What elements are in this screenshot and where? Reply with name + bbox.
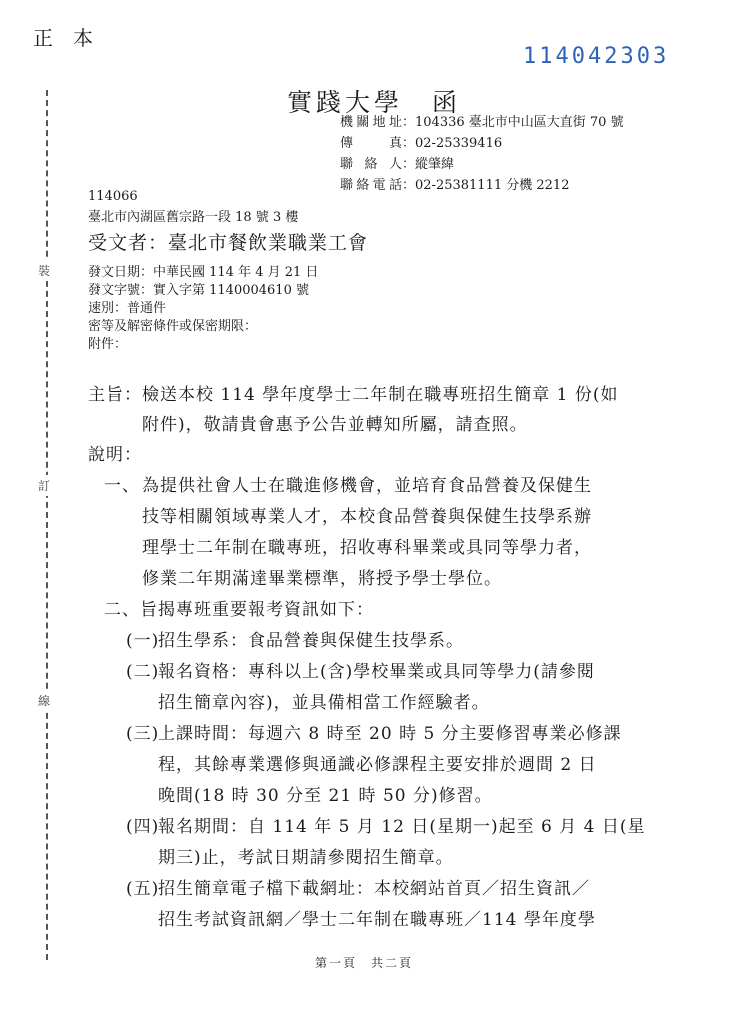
binding-line [46, 90, 48, 960]
item-2-label: (二) [126, 662, 160, 682]
speed-class: 速別：普通件 [88, 301, 167, 316]
subject-label: 主旨： [88, 385, 142, 405]
recipient: 受文者：臺北市餐飲業職業工會 [88, 232, 369, 254]
recipient-address: 臺北市內湖區舊宗路一段 18 號 3 樓 [88, 210, 299, 225]
contact-person: 聯絡人：縱肇緯 [340, 157, 455, 172]
binding-mark-ding: 訂 [38, 475, 50, 496]
item-5-line: 招生簡章電子檔下載網址：本校網站首頁／招生資訊／ [158, 879, 590, 899]
item-4-label: (四) [126, 817, 160, 837]
explanation-label: 說明： [88, 445, 142, 465]
item-3-line: 程，其餘專業選修與通識必修課程主要安排於週間 2 日 [158, 755, 597, 775]
item-5-line: 招生考試資訊網／學士二年制在職專班／114 學年度學 [158, 910, 596, 930]
item-4-line: 期三)止，考試日期請參閱招生簡章。 [158, 848, 454, 868]
issue-number: 發文字號：實入字第 1140004610 號 [88, 283, 309, 298]
binding-mark-xian: 線 [38, 690, 50, 711]
item-2-line: 招生簡章內容)，並具備相當工作經驗者。 [158, 693, 490, 713]
item-2-line: 報名資格：專科以上(含)學校畢業或具同等學力(請參閱 [158, 662, 595, 682]
secrecy-level: 密等及解密條件或保密期限： [88, 319, 258, 334]
document-serial-number: 114042303 [523, 44, 670, 69]
item-3-label: (三) [126, 724, 160, 744]
attachment-field: 附件： [88, 337, 128, 352]
item-3-line: 上課時間：每週六 8 時至 20 時 5 分主要修習專業必修課 [158, 724, 622, 744]
binding-mark-zhuang: 裝 [38, 260, 50, 281]
item-1-line: 招生學系：食品營養與保健生技學系。 [158, 631, 464, 651]
subject-line: 附件)，敬請貴會惠予公告並轉知所屬，請查照。 [142, 415, 528, 435]
page-footer: 第一頁 共二頁 [315, 956, 414, 970]
item-4-line: 報名期間：自 114 年 5 月 12 日(星期一)起至 6 月 4 日(星 [158, 817, 646, 837]
contact-phone: 聯絡電話：02-25381111 分機 2212 [340, 178, 570, 193]
section-2-heading: 二、旨揭專班重要報考資訊如下： [104, 600, 374, 620]
section-1-line: 為提供社會人士在職進修機會，並培育食品營養及保健生 [142, 476, 592, 496]
section-1-line: 理學士二年制在職專班，招收專科畢業或具同等學力者， [142, 538, 592, 558]
document-title: 實踐大學 函 [287, 88, 462, 117]
recipient-postal-code: 114066 [88, 189, 138, 204]
section-1-line: 技等相關領域專業人才，本校食品營養與保健生技學系辦 [142, 507, 592, 527]
subject-line: 檢送本校 114 學年度學士二年制在職專班招生簡章 1 份(如 [142, 385, 619, 405]
issue-date: 發文日期：中華民國 114 年 4 月 21 日 [88, 265, 319, 280]
item-3-line: 晚間(18 時 30 分至 21 時 50 分)修習。 [158, 786, 493, 806]
section-1-label: 一、 [104, 476, 140, 496]
copy-label: 正本 [33, 26, 113, 50]
item-1-label: (一) [126, 631, 160, 651]
contact-address: 機關地址：104336 臺北市中山區大直街 70 號 [340, 115, 624, 130]
contact-fax: 傳真：02-25339416 [340, 136, 503, 151]
item-5-label: (五) [126, 879, 160, 899]
section-1-line: 修業二年期滿達畢業標準，將授予學士學位。 [142, 569, 502, 589]
